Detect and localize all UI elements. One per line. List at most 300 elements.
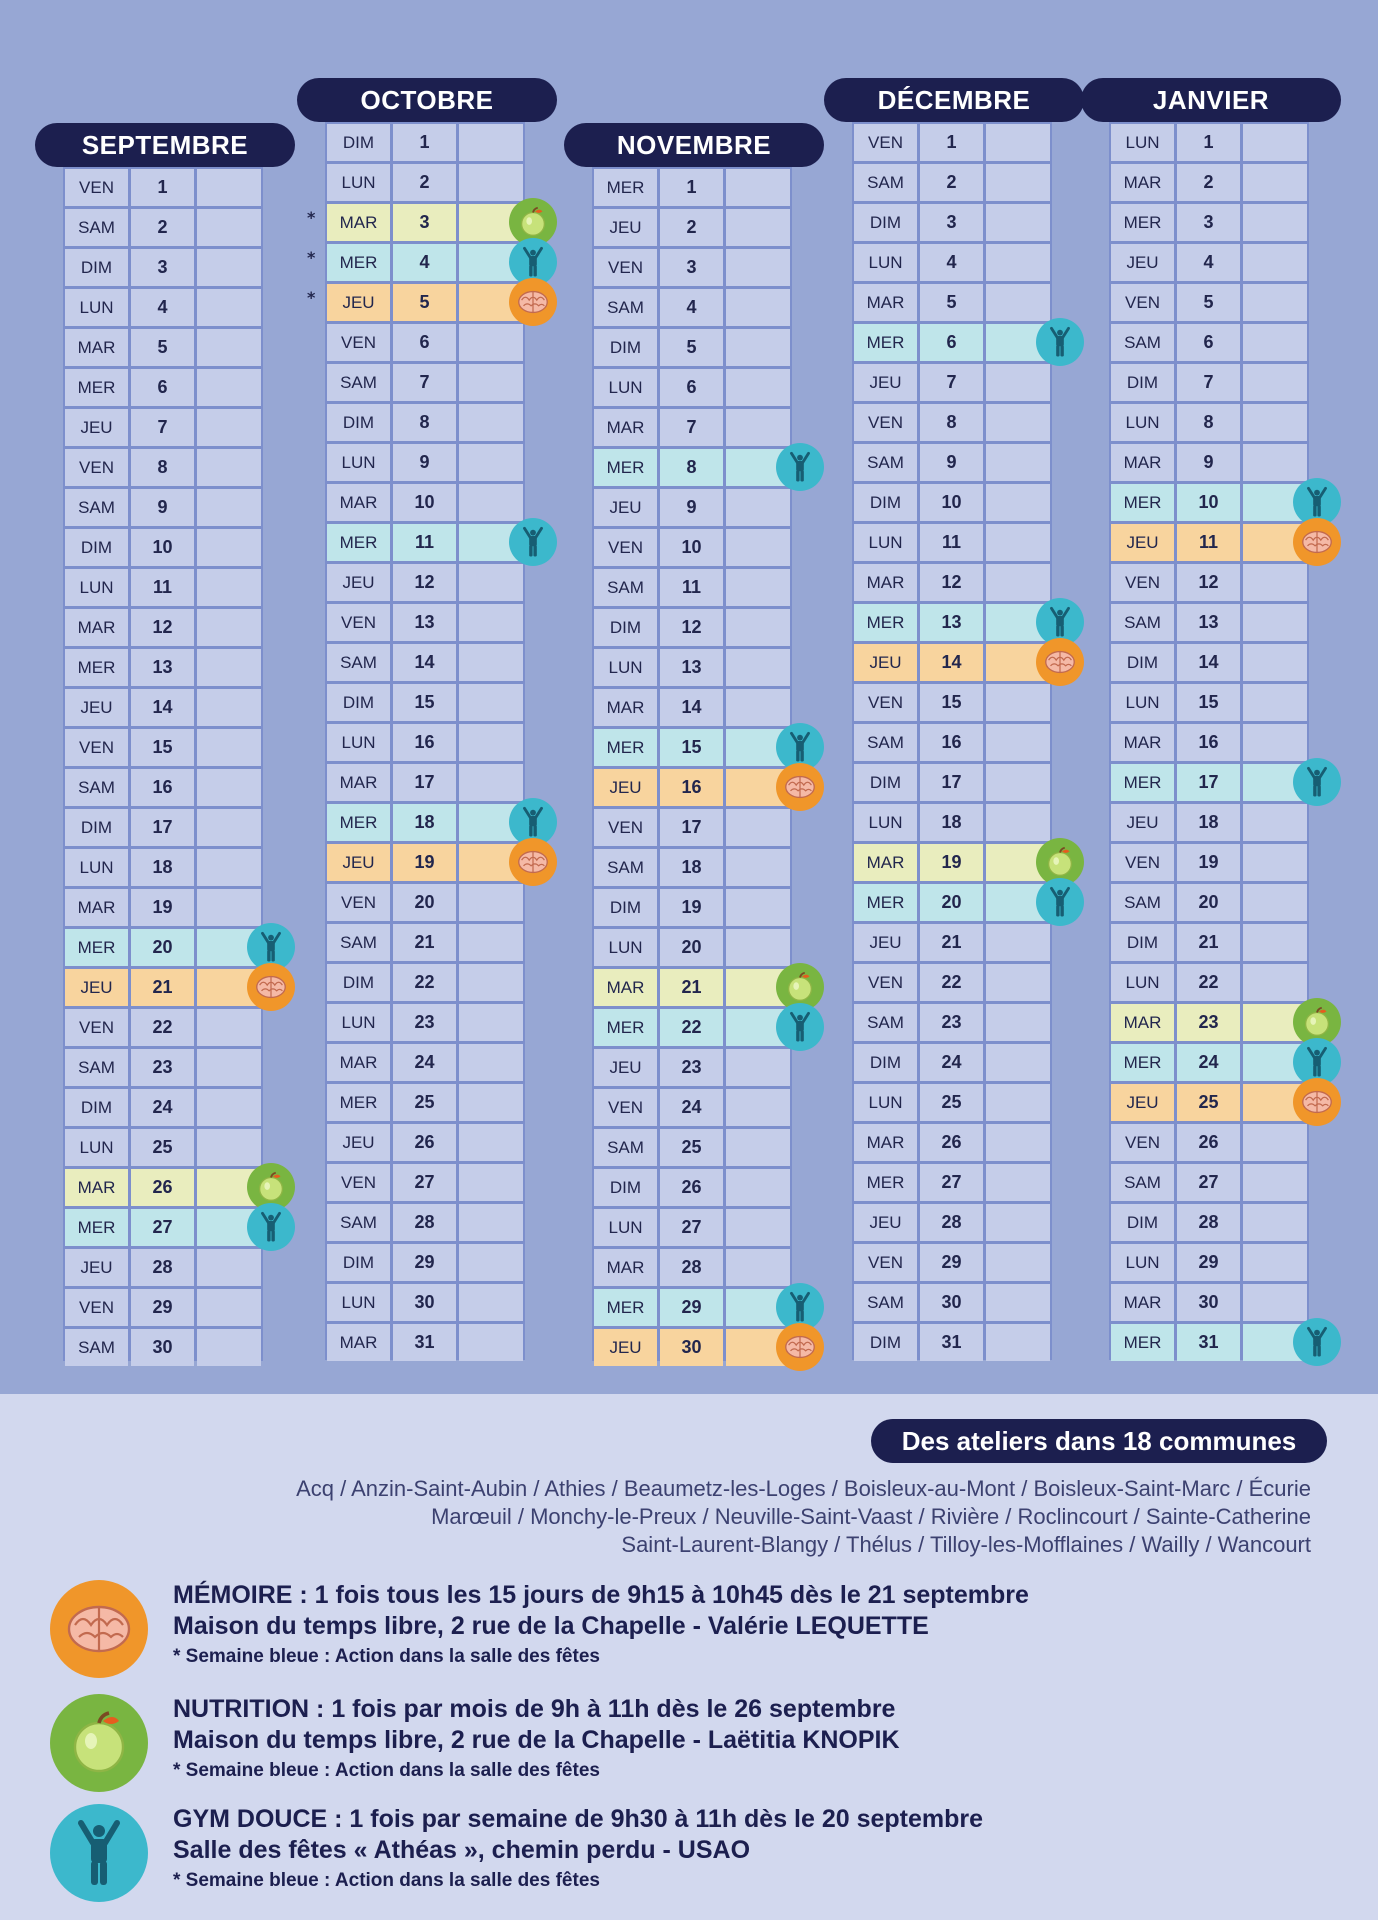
activity-cell xyxy=(1243,484,1307,521)
day-number: 6 xyxy=(660,369,723,406)
day-name: VEN xyxy=(594,1089,657,1126)
day-name: DIM xyxy=(65,249,128,286)
day-row xyxy=(854,1124,1050,1161)
day-number: 11 xyxy=(920,524,983,561)
day-number: 18 xyxy=(131,849,194,886)
activity-cell xyxy=(986,124,1050,161)
day-name: VEN xyxy=(327,884,390,921)
activity-cell xyxy=(1243,804,1307,841)
day-name: JEU xyxy=(65,689,128,726)
activity-cell xyxy=(459,324,523,361)
activity-cell xyxy=(986,484,1050,521)
day-number: 16 xyxy=(660,769,723,806)
activity-cell xyxy=(459,1124,523,1161)
day-number: 9 xyxy=(131,489,194,526)
day-name: LUN xyxy=(65,289,128,326)
communes-line-2: Marœuil / Monchy-le-Preux / Neuville-Saint-Vaast / Rivière / Roclincourt / Sainte-Catherine xyxy=(431,1504,1311,1529)
day-number: 22 xyxy=(131,1009,194,1046)
day-number: 10 xyxy=(1177,484,1240,521)
day-row xyxy=(854,924,1050,961)
day-row xyxy=(594,489,790,526)
month-title: JANVIER xyxy=(1081,78,1341,122)
activity-cell xyxy=(986,204,1050,241)
day-number: 13 xyxy=(393,604,456,641)
day-number: 23 xyxy=(131,1049,194,1086)
day-number: 17 xyxy=(920,764,983,801)
day-name: SAM xyxy=(1111,884,1174,921)
day-number: 15 xyxy=(1177,684,1240,721)
activity-cell xyxy=(986,644,1050,681)
day-number: 21 xyxy=(920,924,983,961)
activity-cell xyxy=(197,1169,261,1206)
day-name: DIM xyxy=(327,1244,390,1281)
day-name: SAM xyxy=(65,1049,128,1086)
activity-cell xyxy=(1243,564,1307,601)
day-row xyxy=(1111,564,1307,601)
day-row xyxy=(327,164,523,201)
activity-cell xyxy=(986,1324,1050,1361)
day-name: DIM xyxy=(594,1169,657,1206)
day-row xyxy=(594,1169,790,1206)
day-number: 24 xyxy=(1177,1044,1240,1081)
day-name: SAM xyxy=(65,489,128,526)
day-row xyxy=(65,929,261,966)
day-name: SAM xyxy=(594,289,657,326)
brain-icon xyxy=(50,1580,148,1678)
day-grid xyxy=(1109,122,1309,1360)
day-name: SAM xyxy=(854,444,917,481)
day-name: MER xyxy=(1111,764,1174,801)
day-row xyxy=(327,1084,523,1121)
day-number: 3 xyxy=(920,204,983,241)
day-name: MER xyxy=(854,324,917,361)
activity-cell xyxy=(726,769,790,806)
day-row xyxy=(65,449,261,486)
day-number: 31 xyxy=(920,1324,983,1361)
activity-cell xyxy=(1243,1084,1307,1121)
day-name: MAR xyxy=(1111,1004,1174,1041)
activity-cell xyxy=(726,1129,790,1166)
day-number: 20 xyxy=(393,884,456,921)
day-name: MAR xyxy=(854,564,917,601)
activity-cell xyxy=(1243,324,1307,361)
activity-cell xyxy=(197,409,261,446)
day-row xyxy=(594,969,790,1006)
day-row xyxy=(854,324,1050,361)
day-number: 27 xyxy=(660,1209,723,1246)
activity-cell xyxy=(459,1244,523,1281)
day-row xyxy=(1111,364,1307,401)
day-number: 30 xyxy=(1177,1284,1240,1321)
day-row xyxy=(854,1164,1050,1201)
communes-line-1: Acq / Anzin-Saint-Aubin / Athies / Beaumetz-les-Loges / Boisleux-au-Mont / Boisleux-Saint-Marc / Écurie xyxy=(296,1476,1311,1501)
day-row xyxy=(327,604,523,641)
day-row xyxy=(327,444,523,481)
day-row xyxy=(854,1084,1050,1121)
day-number: 20 xyxy=(660,929,723,966)
day-row xyxy=(1111,204,1307,241)
activity-cell xyxy=(726,729,790,766)
day-number: 27 xyxy=(920,1164,983,1201)
day-name: MAR xyxy=(854,1124,917,1161)
day-name: VEN xyxy=(65,1009,128,1046)
day-name: JEU xyxy=(1111,524,1174,561)
activity-cell xyxy=(197,1129,261,1166)
activity-cell xyxy=(1243,644,1307,681)
activity-cell xyxy=(986,964,1050,1001)
day-name: JEU xyxy=(327,1124,390,1161)
day-name: DIM xyxy=(854,1324,917,1361)
day-row xyxy=(854,1004,1050,1041)
activity-cell xyxy=(986,1004,1050,1041)
day-row xyxy=(854,564,1050,601)
day-row xyxy=(327,684,523,721)
day-row xyxy=(594,1129,790,1166)
activity-cell xyxy=(459,244,523,281)
day-row xyxy=(1111,484,1307,521)
day-name: LUN xyxy=(854,804,917,841)
day-name: LUN xyxy=(854,524,917,561)
day-grid xyxy=(63,167,263,1361)
day-row xyxy=(854,244,1050,281)
day-row xyxy=(307,284,523,321)
day-number: 16 xyxy=(393,724,456,761)
legend-gym-text xyxy=(173,1804,1323,1896)
day-row xyxy=(594,609,790,646)
day-name: VEN xyxy=(65,169,128,206)
activity-cell xyxy=(986,1164,1050,1201)
day-name: MER xyxy=(327,804,390,841)
activity-cell xyxy=(986,1244,1050,1281)
day-name: VEN xyxy=(65,729,128,766)
day-row xyxy=(854,404,1050,441)
day-number: 29 xyxy=(660,1289,723,1326)
activity-cell xyxy=(726,889,790,926)
legend-memoire-line-1: MÉMOIRE : 1 fois tous les 15 jours de 9h15 à 10h45 dès le 21 septembre xyxy=(173,1581,1029,1609)
activity-cell xyxy=(197,289,261,326)
day-row xyxy=(594,689,790,726)
day-row xyxy=(1111,684,1307,721)
day-name: DIM xyxy=(1111,924,1174,961)
day-number: 18 xyxy=(1177,804,1240,841)
brain-icon xyxy=(776,763,824,811)
day-name: LUN xyxy=(65,1129,128,1166)
day-number: 2 xyxy=(660,209,723,246)
day-name: SAM xyxy=(1111,324,1174,361)
day-number: 7 xyxy=(393,364,456,401)
activity-cell xyxy=(986,884,1050,921)
day-number: 14 xyxy=(660,689,723,726)
activity-cell xyxy=(1243,244,1307,281)
day-row xyxy=(1111,724,1307,761)
day-number: 23 xyxy=(920,1004,983,1041)
day-number: 7 xyxy=(920,364,983,401)
activity-cell xyxy=(197,569,261,606)
day-name: SAM xyxy=(854,164,917,201)
day-number: 13 xyxy=(1177,604,1240,641)
activity-cell xyxy=(1243,124,1307,161)
day-row xyxy=(594,889,790,926)
day-number: 22 xyxy=(920,964,983,1001)
activity-cell xyxy=(197,329,261,366)
activity-cell xyxy=(986,1124,1050,1161)
day-number: 19 xyxy=(920,844,983,881)
day-number: 8 xyxy=(660,449,723,486)
day-number: 21 xyxy=(660,969,723,1006)
activity-cell xyxy=(197,929,261,966)
day-row xyxy=(854,204,1050,241)
day-row xyxy=(65,849,261,886)
day-row xyxy=(594,1289,790,1326)
activity-cell xyxy=(726,409,790,446)
day-row xyxy=(1111,404,1307,441)
day-row xyxy=(65,769,261,806)
day-number: 12 xyxy=(1177,564,1240,601)
day-row xyxy=(594,1089,790,1126)
day-name: VEN xyxy=(854,124,917,161)
gym-person-icon xyxy=(247,1203,295,1251)
day-name: JEU xyxy=(594,209,657,246)
day-name: MAR xyxy=(854,284,917,321)
activity-cell xyxy=(197,809,261,846)
day-row xyxy=(1111,1204,1307,1241)
day-row xyxy=(594,1329,790,1366)
day-number: 1 xyxy=(1177,124,1240,161)
day-name: MAR xyxy=(65,329,128,366)
day-name: DIM xyxy=(1111,644,1174,681)
activity-cell xyxy=(726,1049,790,1086)
day-row xyxy=(854,124,1050,161)
activity-cell xyxy=(1243,1164,1307,1201)
activity-cell xyxy=(459,684,523,721)
day-number: 10 xyxy=(920,484,983,521)
day-name: MAR xyxy=(327,204,390,241)
activity-cell xyxy=(1243,204,1307,241)
day-number: 28 xyxy=(1177,1204,1240,1241)
day-name: DIM xyxy=(594,609,657,646)
day-number: 17 xyxy=(660,809,723,846)
day-row xyxy=(854,1324,1050,1361)
activity-cell xyxy=(1243,604,1307,641)
day-name: LUN xyxy=(1111,964,1174,1001)
day-number: 5 xyxy=(1177,284,1240,321)
day-number: 8 xyxy=(920,404,983,441)
activity-cell xyxy=(197,1289,261,1326)
day-row xyxy=(854,524,1050,561)
day-row xyxy=(854,764,1050,801)
day-row xyxy=(327,884,523,921)
day-number: 30 xyxy=(920,1284,983,1321)
brain-icon xyxy=(247,963,295,1011)
day-row xyxy=(854,964,1050,1001)
day-name: MER xyxy=(65,929,128,966)
day-number: 8 xyxy=(393,404,456,441)
day-row xyxy=(327,124,523,161)
gym-person-icon xyxy=(1293,1318,1341,1366)
day-row xyxy=(1111,764,1307,801)
activity-cell xyxy=(726,369,790,406)
day-row xyxy=(594,649,790,686)
legend-memoire-line-3: * Semaine bleue : Action dans la salle des fêtes xyxy=(173,1646,600,1667)
day-name: JEU xyxy=(327,564,390,601)
day-row xyxy=(1111,1044,1307,1081)
day-row xyxy=(1111,1004,1307,1041)
day-name: JEU xyxy=(65,1249,128,1286)
activity-cell xyxy=(726,1169,790,1206)
day-name: LUN xyxy=(327,1004,390,1041)
day-number: 3 xyxy=(660,249,723,286)
legend-gym-line-3: * Semaine bleue : Action dans la salle des fêtes xyxy=(173,1870,600,1891)
day-name: DIM xyxy=(65,529,128,566)
day-number: 9 xyxy=(660,489,723,526)
day-number: 3 xyxy=(1177,204,1240,241)
day-name: MER xyxy=(854,604,917,641)
day-number: 29 xyxy=(393,1244,456,1281)
day-row xyxy=(65,1009,261,1046)
day-name: MAR xyxy=(327,1324,390,1361)
day-name: MAR xyxy=(65,889,128,926)
day-number: 26 xyxy=(1177,1124,1240,1161)
semaine-bleue-star: * xyxy=(307,288,316,307)
activity-cell xyxy=(1243,1204,1307,1241)
day-row xyxy=(1111,1084,1307,1121)
activity-cell xyxy=(1243,404,1307,441)
day-row xyxy=(1111,924,1307,961)
day-row xyxy=(854,804,1050,841)
day-name: MAR xyxy=(594,969,657,1006)
day-name: JEU xyxy=(65,409,128,446)
day-number: 1 xyxy=(393,124,456,161)
day-name: VEN xyxy=(594,809,657,846)
activity-cell xyxy=(459,524,523,561)
day-name: SAM xyxy=(1111,1164,1174,1201)
day-row xyxy=(327,964,523,1001)
day-row xyxy=(594,809,790,846)
day-row xyxy=(65,649,261,686)
day-row xyxy=(327,1204,523,1241)
day-name: JEU xyxy=(594,1329,657,1366)
day-number: 14 xyxy=(131,689,194,726)
day-row xyxy=(594,169,790,206)
day-name: JEU xyxy=(854,1204,917,1241)
activity-cell xyxy=(197,769,261,806)
day-number: 25 xyxy=(131,1129,194,1166)
day-number: 6 xyxy=(131,369,194,406)
activity-cell xyxy=(986,1284,1050,1321)
day-number: 2 xyxy=(920,164,983,201)
day-name: DIM xyxy=(854,204,917,241)
activity-cell xyxy=(459,724,523,761)
day-row xyxy=(327,644,523,681)
day-name: VEN xyxy=(327,324,390,361)
day-number: 28 xyxy=(131,1249,194,1286)
activity-cell xyxy=(459,284,523,321)
day-name: JEU xyxy=(594,769,657,806)
day-number: 26 xyxy=(393,1124,456,1161)
day-name: MAR xyxy=(327,1044,390,1081)
day-number: 10 xyxy=(660,529,723,566)
activity-cell xyxy=(459,764,523,801)
activity-cell xyxy=(459,604,523,641)
day-number: 21 xyxy=(131,969,194,1006)
day-name: MER xyxy=(65,1209,128,1246)
day-number: 23 xyxy=(393,1004,456,1041)
day-name: LUN xyxy=(1111,124,1174,161)
day-row xyxy=(327,564,523,601)
day-number: 23 xyxy=(1177,1004,1240,1041)
day-name: LUN xyxy=(327,164,390,201)
day-row xyxy=(327,524,523,561)
day-number: 25 xyxy=(393,1084,456,1121)
legend-nutrition-line-3: * Semaine bleue : Action dans la salle des fêtes xyxy=(173,1760,600,1781)
day-number: 19 xyxy=(131,889,194,926)
brain-icon xyxy=(509,278,557,326)
day-name: MER xyxy=(854,1164,917,1201)
day-number: 22 xyxy=(660,1009,723,1046)
day-number: 15 xyxy=(393,684,456,721)
day-name: DIM xyxy=(327,404,390,441)
legend-gym-line-2: Salle des fêtes « Athéas », chemin perdu - USAO xyxy=(173,1836,751,1864)
day-row xyxy=(594,769,790,806)
day-name: JEU xyxy=(854,364,917,401)
activity-cell xyxy=(459,844,523,881)
day-name: MER xyxy=(594,1289,657,1326)
day-name: LUN xyxy=(854,1084,917,1121)
activity-cell xyxy=(1243,684,1307,721)
day-name: MAR xyxy=(1111,724,1174,761)
day-row xyxy=(307,244,523,281)
day-row xyxy=(327,484,523,521)
day-name: SAM xyxy=(327,1204,390,1241)
day-number: 16 xyxy=(920,724,983,761)
day-row xyxy=(854,284,1050,321)
activity-cell xyxy=(197,169,261,206)
day-number: 29 xyxy=(920,1244,983,1281)
day-number: 11 xyxy=(1177,524,1240,561)
day-number: 3 xyxy=(131,249,194,286)
activity-cell xyxy=(726,289,790,326)
day-row xyxy=(1111,884,1307,921)
day-number: 19 xyxy=(393,844,456,881)
activity-cell xyxy=(726,609,790,646)
day-row xyxy=(307,204,523,241)
day-row xyxy=(1111,284,1307,321)
day-row xyxy=(1111,1284,1307,1321)
day-row xyxy=(1111,324,1307,361)
activity-cell xyxy=(459,644,523,681)
activity-cell xyxy=(459,964,523,1001)
activity-cell xyxy=(1243,524,1307,561)
day-row xyxy=(1111,644,1307,681)
day-row xyxy=(594,249,790,286)
day-number: 26 xyxy=(920,1124,983,1161)
day-number: 26 xyxy=(660,1169,723,1206)
day-name: MER xyxy=(65,369,128,406)
day-number: 25 xyxy=(1177,1084,1240,1121)
activity-cell xyxy=(197,249,261,286)
day-name: SAM xyxy=(65,209,128,246)
day-number: 17 xyxy=(131,809,194,846)
day-number: 2 xyxy=(393,164,456,201)
activity-cell xyxy=(197,649,261,686)
day-row xyxy=(594,1049,790,1086)
day-number: 28 xyxy=(660,1249,723,1286)
day-number: 17 xyxy=(1177,764,1240,801)
brain-icon xyxy=(776,1323,824,1371)
brain-icon xyxy=(1293,518,1341,566)
month-title: DÉCEMBRE xyxy=(824,78,1084,122)
day-number: 31 xyxy=(393,1324,456,1361)
